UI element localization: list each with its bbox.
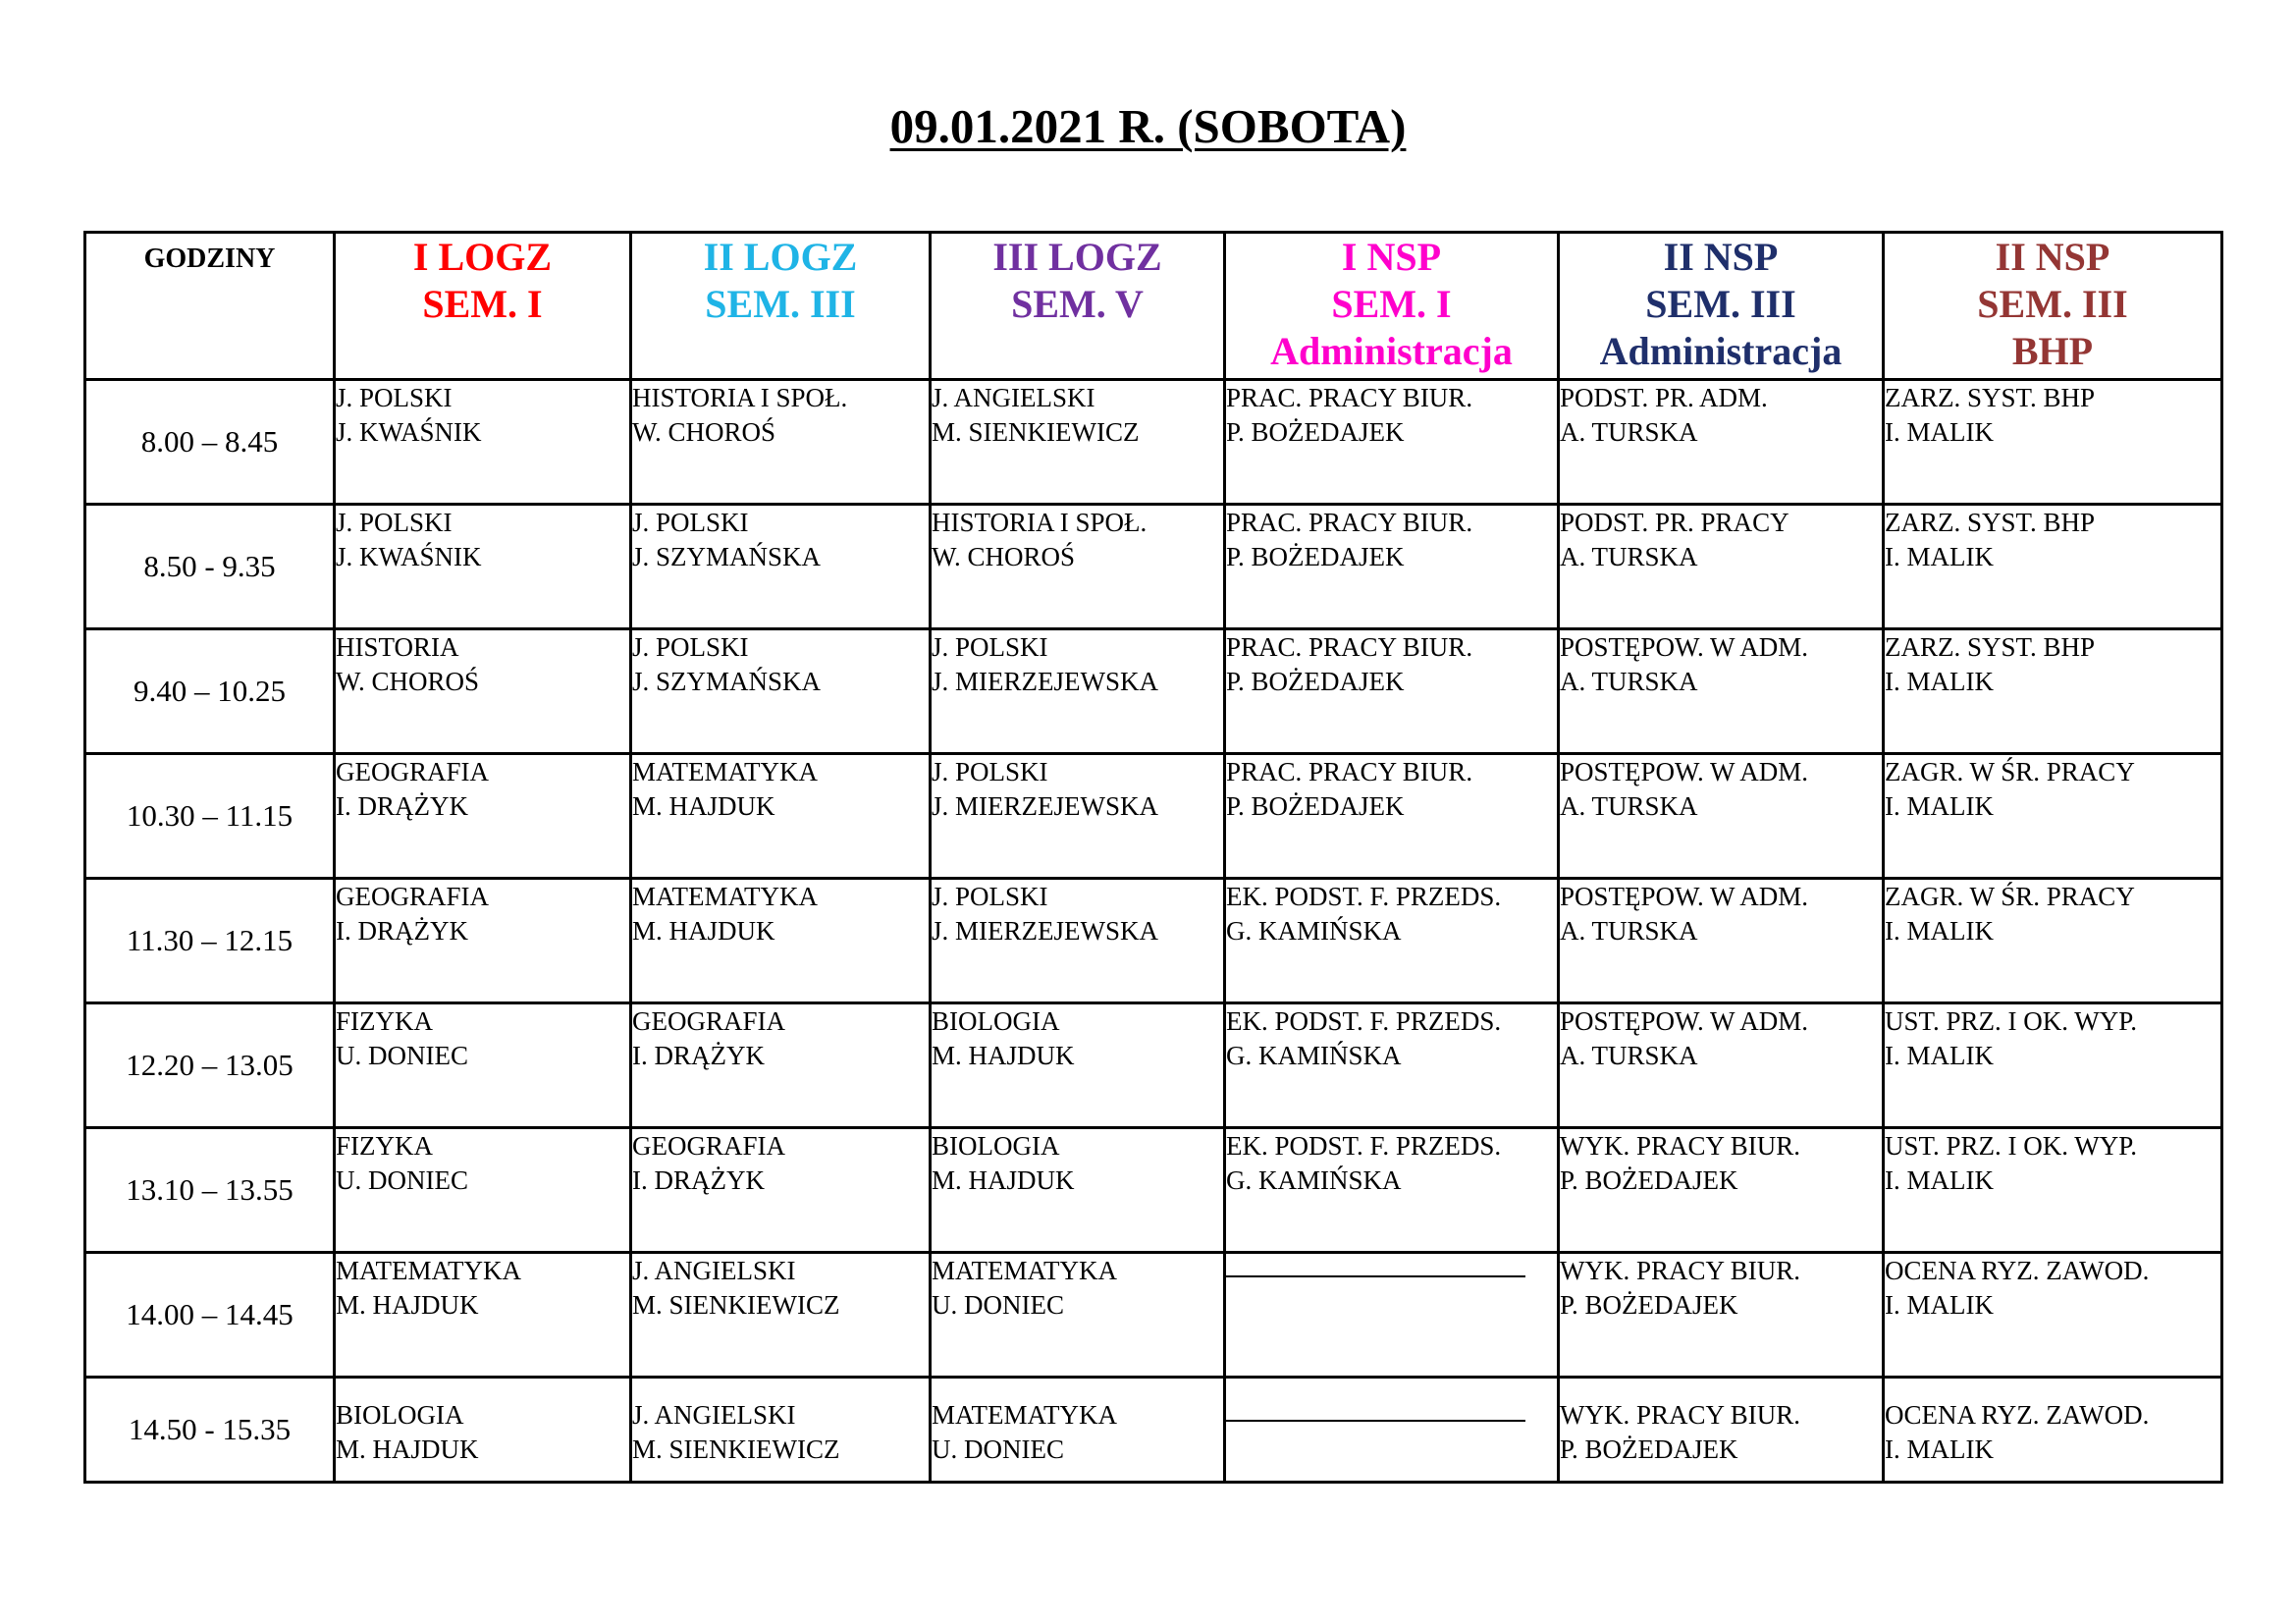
subject-name: HISTORIA I SPOŁ. bbox=[632, 383, 848, 412]
teacher-name: P. BOŻEDAJEK bbox=[1226, 542, 1405, 571]
column-header-line: II NSP bbox=[1995, 235, 2110, 279]
schedule-row bbox=[85, 879, 2222, 1003]
teacher-name: A. TURSKA bbox=[1560, 542, 1698, 571]
subject-name: MATEMATYKA bbox=[632, 757, 818, 786]
lesson-cell bbox=[335, 380, 631, 505]
subject-name: MATEMATYKA bbox=[932, 1256, 1117, 1285]
teacher-name: I. DRĄŻYK bbox=[336, 916, 468, 946]
lesson-cell bbox=[335, 1378, 631, 1483]
teacher-name: J. MIERZEJEWSKA bbox=[932, 667, 1158, 696]
subject-name: EK. PODST. F. PRZEDS. bbox=[1226, 1131, 1502, 1161]
teacher-name: M. SIENKIEWICZ bbox=[932, 417, 1140, 447]
teacher-name: G. KAMIŃSKA bbox=[1226, 1165, 1402, 1195]
teacher-name: M. SIENKIEWICZ bbox=[632, 1435, 840, 1464]
teacher-name: U. DONIEC bbox=[336, 1165, 468, 1195]
subject-name: BIOLOGIA bbox=[336, 1400, 464, 1430]
lesson-cell bbox=[631, 380, 931, 505]
subject-name: FIZYKA bbox=[336, 1131, 433, 1161]
teacher-name: I. MALIK bbox=[1885, 1165, 1994, 1195]
subject-name: OCENA RYZ. ZAWOD. bbox=[1885, 1256, 2150, 1285]
column-header-group bbox=[631, 233, 931, 380]
subject-name: POSTĘPOW. W ADM. bbox=[1560, 757, 1809, 786]
lesson-cell bbox=[1559, 1378, 1884, 1483]
column-header-line: II NSP bbox=[1663, 235, 1779, 279]
lesson-cell bbox=[1559, 629, 1884, 754]
teacher-name: I. DRĄŻYK bbox=[632, 1041, 765, 1070]
teacher-name: P. BOŻEDAJEK bbox=[1226, 417, 1405, 447]
subject-name: GEOGRAFIA bbox=[336, 882, 490, 911]
subject-name: MATEMATYKA bbox=[932, 1400, 1117, 1430]
subject-name: ZAGR. W ŚR. PRACY bbox=[1885, 757, 2135, 786]
lesson-cell bbox=[1884, 1003, 2222, 1128]
column-header-line: Administracja bbox=[1599, 329, 1842, 373]
page-title: 09.01.2021 R. (SOBOTA) bbox=[889, 99, 1407, 153]
column-header-group bbox=[1559, 233, 1884, 380]
lesson-cell bbox=[1884, 380, 2222, 505]
subject-name: J. ANGIELSKI bbox=[632, 1256, 796, 1285]
subject-name: J. POLSKI bbox=[632, 632, 749, 662]
header-row bbox=[85, 233, 2222, 380]
schedule-row bbox=[85, 1003, 2222, 1128]
lesson-cell bbox=[1559, 380, 1884, 505]
subject-name: OCENA RYZ. ZAWOD. bbox=[1885, 1400, 2150, 1430]
lesson-cell bbox=[931, 1378, 1225, 1483]
lesson-cell bbox=[1884, 629, 2222, 754]
time-slot: 9.40 – 10.25 bbox=[85, 629, 335, 754]
schedule-row bbox=[85, 505, 2222, 629]
subject-name: WYK. PRACY BIUR. bbox=[1560, 1256, 1801, 1285]
subject-name: POSTĘPOW. W ADM. bbox=[1560, 882, 1809, 911]
teacher-name: A. TURSKA bbox=[1560, 667, 1698, 696]
teacher-name: M. HAJDUK bbox=[632, 916, 775, 946]
subject-name: POSTĘPOW. W ADM. bbox=[1560, 1006, 1809, 1036]
lesson-cell bbox=[1884, 879, 2222, 1003]
lesson-cell bbox=[1559, 1128, 1884, 1253]
lesson-cell bbox=[335, 629, 631, 754]
teacher-name: J. KWAŚNIK bbox=[336, 542, 482, 571]
teacher-name: M. HAJDUK bbox=[336, 1435, 479, 1464]
time-slot: 8.00 – 8.45 bbox=[85, 380, 335, 505]
teacher-name: J. KWAŚNIK bbox=[336, 417, 482, 447]
subject-name: HISTORIA I SPOŁ. bbox=[932, 508, 1148, 537]
subject-name: ZARZ. SYST. BHP bbox=[1885, 508, 2096, 537]
time-slot: 11.30 – 12.15 bbox=[85, 879, 335, 1003]
schedule-table bbox=[83, 231, 2223, 1484]
lesson-cell bbox=[1559, 505, 1884, 629]
teacher-name: J. SZYMAŃSKA bbox=[632, 542, 822, 571]
teacher-name: J. MIERZEJEWSKA bbox=[932, 791, 1158, 821]
lesson-cell bbox=[1225, 754, 1559, 879]
lesson-cell bbox=[1884, 754, 2222, 879]
teacher-name: U. DONIEC bbox=[336, 1041, 468, 1070]
lesson-cell bbox=[335, 1003, 631, 1128]
teacher-name: P. BOŻEDAJEK bbox=[1226, 667, 1405, 696]
lesson-cell bbox=[1884, 1253, 2222, 1378]
lesson-cell bbox=[335, 754, 631, 879]
column-header-line: I LOGZ bbox=[412, 235, 553, 279]
subject-name: POSTĘPOW. W ADM. bbox=[1560, 632, 1809, 662]
lesson-cell bbox=[1559, 879, 1884, 1003]
teacher-name: I. MALIK bbox=[1885, 916, 1994, 946]
subject-name: UST. PRZ. I OK. WYP. bbox=[1885, 1131, 2138, 1161]
subject-name: HISTORIA bbox=[336, 632, 459, 662]
lesson-cell bbox=[631, 1128, 931, 1253]
schedule-row bbox=[85, 380, 2222, 505]
teacher-name: A. TURSKA bbox=[1560, 1041, 1698, 1070]
lesson-cell bbox=[631, 1003, 931, 1128]
subject-name: EK. PODST. F. PRZEDS. bbox=[1226, 1006, 1502, 1036]
lesson-cell bbox=[931, 754, 1225, 879]
subject-name: MATEMATYKA bbox=[336, 1256, 521, 1285]
lesson-cell bbox=[335, 1128, 631, 1253]
lesson-cell bbox=[931, 380, 1225, 505]
lesson-cell bbox=[335, 505, 631, 629]
teacher-name: M. SIENKIEWICZ bbox=[632, 1290, 840, 1320]
lesson-cell bbox=[1225, 879, 1559, 1003]
teacher-name: I. MALIK bbox=[1885, 667, 1994, 696]
lesson-cell bbox=[631, 505, 931, 629]
subject-name: PODST. PR. ADM. bbox=[1560, 383, 1768, 412]
lesson-cell bbox=[1559, 1003, 1884, 1128]
empty-slot-line bbox=[1226, 1275, 1525, 1277]
subject-name: FIZYKA bbox=[336, 1006, 433, 1036]
subject-name: WYK. PRACY BIUR. bbox=[1560, 1131, 1801, 1161]
subject-name: J. POLSKI bbox=[336, 508, 453, 537]
teacher-name: I. MALIK bbox=[1885, 1435, 1994, 1464]
column-header-line: SEM. III bbox=[1977, 282, 2128, 326]
teacher-name: W. CHOROŚ bbox=[932, 542, 1076, 571]
subject-name: J. POLSKI bbox=[932, 882, 1048, 911]
teacher-name: M. HAJDUK bbox=[932, 1041, 1075, 1070]
lesson-cell bbox=[931, 505, 1225, 629]
subject-name: J. POLSKI bbox=[932, 632, 1048, 662]
schedule-row bbox=[85, 754, 2222, 879]
column-header-line: BHP bbox=[2011, 329, 2094, 373]
lesson-cell bbox=[1225, 1003, 1559, 1128]
schedule-row bbox=[85, 1253, 2222, 1378]
column-header-line: SEM. III bbox=[705, 282, 856, 326]
teacher-name: I. DRĄŻYK bbox=[632, 1165, 765, 1195]
lesson-cell bbox=[931, 1128, 1225, 1253]
lesson-cell bbox=[631, 754, 931, 879]
subject-name: J. POLSKI bbox=[336, 383, 453, 412]
subject-name: GEOGRAFIA bbox=[336, 757, 490, 786]
lesson-cell bbox=[1559, 754, 1884, 879]
subject-name: PRAC. PRACY BIUR. bbox=[1226, 632, 1473, 662]
lesson-cell bbox=[1884, 505, 2222, 629]
subject-name: BIOLOGIA bbox=[932, 1006, 1060, 1036]
column-header-line: SEM. I bbox=[422, 282, 543, 326]
teacher-name: P. BOŻEDAJEK bbox=[1226, 791, 1405, 821]
lesson-cell bbox=[1225, 1378, 1559, 1483]
lesson-cell bbox=[631, 629, 931, 754]
lesson-cell bbox=[335, 879, 631, 1003]
lesson-cell bbox=[931, 1253, 1225, 1378]
teacher-name: P. BOŻEDAJEK bbox=[1560, 1165, 1738, 1195]
subject-name: MATEMATYKA bbox=[632, 882, 818, 911]
schedule-row bbox=[85, 629, 2222, 754]
teacher-name: W. CHOROŚ bbox=[336, 667, 480, 696]
schedule-row bbox=[85, 1378, 2222, 1483]
column-header-line: GODZINY bbox=[143, 244, 276, 274]
lesson-cell bbox=[1225, 629, 1559, 754]
subject-name: J. POLSKI bbox=[632, 508, 749, 537]
lesson-cell bbox=[931, 629, 1225, 754]
teacher-name: W. CHOROŚ bbox=[632, 417, 776, 447]
teacher-name: G. KAMIŃSKA bbox=[1226, 1041, 1402, 1070]
column-header-line: III LOGZ bbox=[992, 235, 1162, 279]
time-slot: 8.50 - 9.35 bbox=[85, 505, 335, 629]
time-slot: 13.10 – 13.55 bbox=[85, 1128, 335, 1253]
teacher-name: U. DONIEC bbox=[932, 1290, 1064, 1320]
lesson-cell bbox=[1225, 1128, 1559, 1253]
time-slot: 14.00 – 14.45 bbox=[85, 1253, 335, 1378]
column-header-group bbox=[1225, 233, 1559, 380]
subject-name: ZARZ. SYST. BHP bbox=[1885, 632, 2096, 662]
subject-name: EK. PODST. F. PRZEDS. bbox=[1226, 882, 1502, 911]
teacher-name: M. HAJDUK bbox=[336, 1290, 479, 1320]
lesson-cell bbox=[1225, 505, 1559, 629]
time-slot: 10.30 – 11.15 bbox=[85, 754, 335, 879]
subject-name: J. ANGIELSKI bbox=[932, 383, 1095, 412]
lesson-cell bbox=[1225, 1253, 1559, 1378]
column-header-line: Administracja bbox=[1270, 329, 1513, 373]
time-slot: 14.50 - 15.35 bbox=[85, 1378, 335, 1483]
teacher-name: I. MALIK bbox=[1885, 791, 1994, 821]
column-header-line: I NSP bbox=[1341, 235, 1442, 279]
subject-name: ZAGR. W ŚR. PRACY bbox=[1885, 882, 2135, 911]
teacher-name: I. MALIK bbox=[1885, 542, 1994, 571]
lesson-cell bbox=[931, 879, 1225, 1003]
teacher-name: I. DRĄŻYK bbox=[336, 791, 468, 821]
subject-name: GEOGRAFIA bbox=[632, 1006, 786, 1036]
teacher-name: A. TURSKA bbox=[1560, 791, 1698, 821]
column-header-line: SEM. V bbox=[1011, 282, 1144, 326]
teacher-name: P. BOŻEDAJEK bbox=[1560, 1290, 1738, 1320]
schedule-row bbox=[85, 1128, 2222, 1253]
column-header-group bbox=[335, 233, 631, 380]
teacher-name: G. KAMIŃSKA bbox=[1226, 916, 1402, 946]
subject-name: J. POLSKI bbox=[932, 757, 1048, 786]
subject-name: PRAC. PRACY BIUR. bbox=[1226, 508, 1473, 537]
subject-name: UST. PRZ. I OK. WYP. bbox=[1885, 1006, 2138, 1036]
teacher-name: P. BOŻEDAJEK bbox=[1560, 1435, 1738, 1464]
subject-name: PRAC. PRACY BIUR. bbox=[1226, 757, 1473, 786]
lesson-cell bbox=[1884, 1378, 2222, 1483]
lesson-cell bbox=[631, 1253, 931, 1378]
teacher-name: I. MALIK bbox=[1885, 417, 1994, 447]
lesson-cell bbox=[1559, 1253, 1884, 1378]
teacher-name: I. MALIK bbox=[1885, 1290, 1994, 1320]
lesson-cell bbox=[631, 1378, 931, 1483]
lesson-cell bbox=[931, 1003, 1225, 1128]
subject-name: J. ANGIELSKI bbox=[632, 1400, 796, 1430]
teacher-name: J. MIERZEJEWSKA bbox=[932, 916, 1158, 946]
lesson-cell bbox=[1225, 380, 1559, 505]
teacher-name: U. DONIEC bbox=[932, 1435, 1064, 1464]
subject-name: WYK. PRACY BIUR. bbox=[1560, 1400, 1801, 1430]
subject-name: GEOGRAFIA bbox=[632, 1131, 786, 1161]
time-slot: 12.20 – 13.05 bbox=[85, 1003, 335, 1128]
teacher-name: A. TURSKA bbox=[1560, 916, 1698, 946]
column-header-group bbox=[931, 233, 1225, 380]
column-header-group bbox=[1884, 233, 2222, 380]
subject-name: BIOLOGIA bbox=[932, 1131, 1060, 1161]
subject-name: PODST. PR. PRACY bbox=[1560, 508, 1789, 537]
subject-name: ZARZ. SYST. BHP bbox=[1885, 383, 2096, 412]
empty-slot-line bbox=[1226, 1420, 1525, 1422]
teacher-name: M. HAJDUK bbox=[932, 1165, 1075, 1195]
lesson-cell bbox=[631, 879, 931, 1003]
teacher-name: A. TURSKA bbox=[1560, 417, 1698, 447]
teacher-name: J. SZYMAŃSKA bbox=[632, 667, 822, 696]
teacher-name: I. MALIK bbox=[1885, 1041, 1994, 1070]
lesson-cell bbox=[1884, 1128, 2222, 1253]
schedule-body bbox=[85, 380, 2222, 1483]
column-header-line: SEM. I bbox=[1331, 282, 1452, 326]
column-header-line: SEM. III bbox=[1645, 282, 1796, 326]
lesson-cell bbox=[335, 1253, 631, 1378]
column-header-hours bbox=[85, 233, 335, 380]
teacher-name: M. HAJDUK bbox=[632, 791, 775, 821]
subject-name: PRAC. PRACY BIUR. bbox=[1226, 383, 1473, 412]
column-header-line: II LOGZ bbox=[703, 235, 858, 279]
